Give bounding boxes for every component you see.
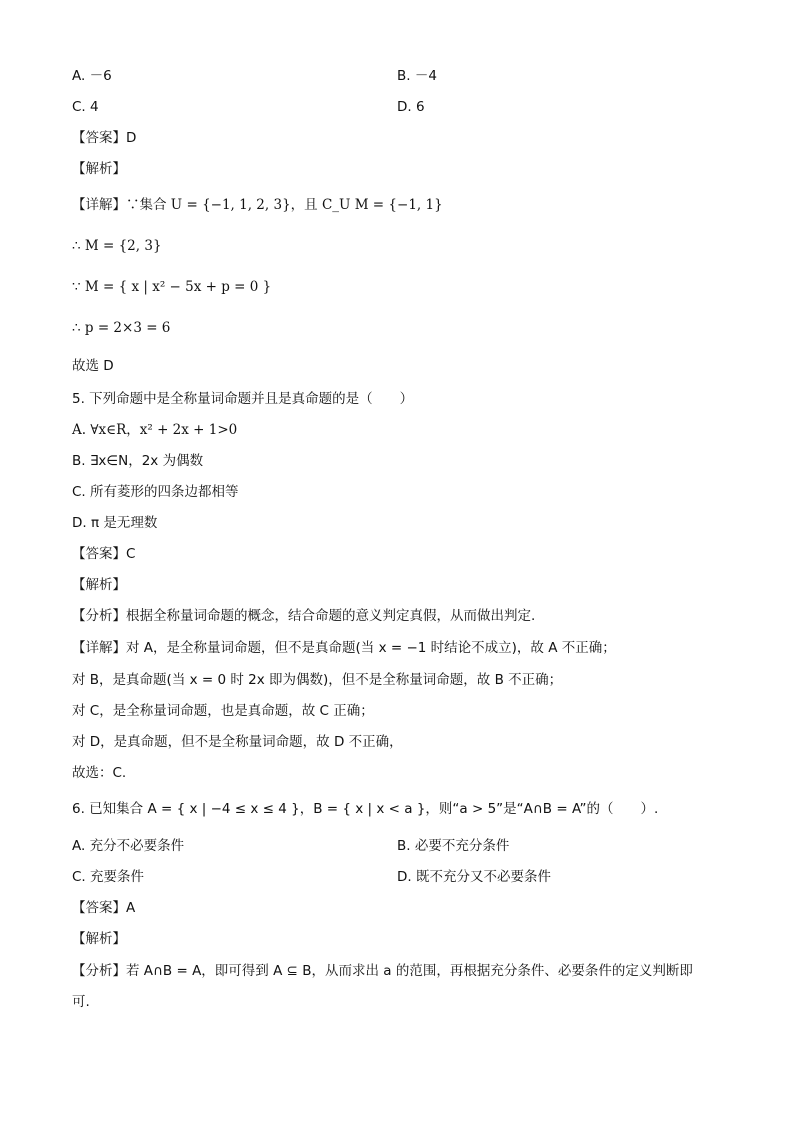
q6-option-d: D. 既不充分又不必要条件 bbox=[397, 869, 551, 885]
q4-step-3: ∵ M = { x | x² − 5x + p = 0 } bbox=[72, 279, 272, 295]
q5-option-b: B. ∃x∈N，2x 为偶数 bbox=[72, 453, 204, 469]
q5-step-3: 对 C，是全称量词命题，也是真命题，故 C 正确； bbox=[72, 703, 374, 719]
q6-question: 6. 已知集合 A = { x | −4 ≤ x ≤ 4 }，B = { x | x < a }，则“a > 5”是“A∩B = A”的（ ）. bbox=[72, 801, 659, 817]
q4-step-2: ∴ M = {2, 3} bbox=[72, 238, 162, 254]
q4-option-c: C. 4 bbox=[72, 99, 99, 115]
q5-option-c: C. 所有菱形的四条边都相等 bbox=[72, 484, 239, 500]
q6-option-b: B. 必要不充分条件 bbox=[397, 838, 510, 854]
q5-analysis: 【分析】根据全称量词命题的概念，结合命题的意义判定真假，从而做出判定. bbox=[72, 608, 536, 624]
q5-conclusion: 故选：C. bbox=[72, 765, 127, 781]
q4-analysis-label: 【解析】 bbox=[72, 161, 126, 177]
q6-analysis-line-1: 【分析】若 A∩B = A，即可得到 A ⊆ B，从而求出 a 的范围，再根据充分条件、必要条件的定义判断即 bbox=[72, 963, 693, 979]
q5-step-2: 对 B，是真命题(当 x = 0 时 2x 即为偶数)，但不是全称量词命题，故 B 不正确； bbox=[72, 672, 563, 688]
q5-question: 5. 下列命题中是全称量词命题并且是真命题的是（ ） bbox=[72, 391, 414, 407]
q4-conclusion: 故选 D bbox=[72, 358, 114, 374]
q4-option-d: D. 6 bbox=[397, 99, 425, 115]
q6-answer: 【答案】A bbox=[72, 900, 136, 916]
q5-analysis-label: 【解析】 bbox=[72, 577, 126, 593]
q6-analysis-label: 【解析】 bbox=[72, 931, 126, 947]
q5-step-4: 对 D，是真命题，但不是全称量词命题，故 D 不正确， bbox=[72, 734, 403, 750]
q6-option-c: C. 充要条件 bbox=[72, 869, 145, 885]
q5-answer: 【答案】C bbox=[72, 546, 136, 562]
q5-option-d: D. π 是无理数 bbox=[72, 515, 158, 531]
q6-analysis-line-2: 可. bbox=[72, 994, 90, 1010]
q4-option-b: B. －4 bbox=[397, 68, 437, 84]
q4-step-4: ∴ p = 2×3 = 6 bbox=[72, 320, 171, 336]
q4-step-1: 【详解】∵集合 U = {−1, 1, 2, 3}，且 C_U M = {−1, 1} bbox=[72, 197, 443, 213]
q6-option-a: A. 充分不必要条件 bbox=[72, 838, 185, 854]
q5-option-a: A. ∀x∈R，x² + 2x + 1>0 bbox=[72, 422, 238, 438]
q4-option-a: A. －6 bbox=[72, 68, 112, 84]
q4-answer: 【答案】D bbox=[72, 130, 137, 146]
q5-step-1: 【详解】对 A，是全称量词命题，但不是真命题(当 x = −1 时结论不成立)，故 A 不正确； bbox=[72, 640, 616, 656]
